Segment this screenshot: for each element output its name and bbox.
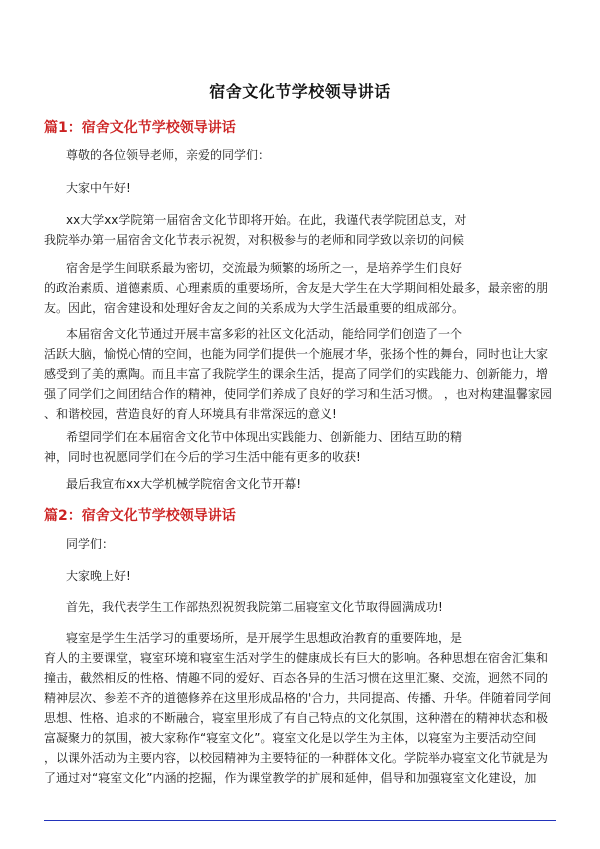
- section1-salutation: 尊敬的各位领导老师，亲爱的同学们：: [66, 148, 271, 162]
- section2-paragraph-2: [44, 628, 559, 788]
- text-line: 育人的主要课堂，寝室环境和寝室生活对学生的健康成长有巨大的影响。各种思想在宿舍汇集和: [44, 651, 549, 665]
- text-line: 我院举办第一届宿舍文化节表示祝贺，对积极参与的老师和同学致以亲切的问候: [44, 233, 465, 247]
- section1-heading: 篇1：宿舍文化节学校领导讲话: [44, 120, 236, 136]
- text-line: 寝室是学生生活学习的重要场所，是开展学生思想政治教育的重要阵地，是: [66, 631, 463, 645]
- text-line: 本届宿舍文化节通过开展丰富多彩的社区文化活动，能给同学们创造了一个: [66, 327, 463, 341]
- section1-paragraph-2: [44, 258, 559, 318]
- document-title: 宿舍文化节学校领导讲话: [209, 82, 391, 101]
- section1-paragraph-1: [44, 210, 559, 250]
- text-line: 撞击，截然相反的性格、情趣不同的爱好、百态各异的生活习惯在这里汇聚、交流，迥然不同的: [44, 671, 549, 685]
- section1-paragraph-3: [44, 324, 559, 424]
- text-line: 强了同学们之间团结合作的精神，使同学们养成了良好的学习和生活习惯。 ，也对构建温馨家园: [44, 387, 552, 401]
- footer-divider: [44, 820, 556, 821]
- text-line: 思想、性格、追求的不断融合，寝室里形成了有自己特点的文化氛围，这种潜在的精神状态和极: [44, 711, 549, 725]
- text-line: 富凝聚力的氛围，被大家称作“寝室文化”。寝室文化是以学生为主体，以寝室为主要活动空间: [44, 731, 537, 745]
- text-line: 精神层次、参差不齐的道德修养在这里形成品格的'合力，共同提高、传播、升华。伴随着同学间: [44, 691, 552, 705]
- section1-greeting: 大家中午好!: [66, 181, 131, 195]
- text-line: 神，同时也祝愿同学们在今后的学习生活中能有更多的收获!: [44, 450, 361, 464]
- text-line: 友。因此，宿舍建设和处理好舍友之间的关系成为大学生活最重要的组成部分。: [44, 301, 465, 315]
- text-line: 宿舍是学生间联系最为密切，交流最为频繁的场所之一，是培养学生们良好: [66, 261, 463, 275]
- section2-greeting: 大家晚上好!: [66, 569, 131, 583]
- section1-paragraph-5: 最后我宣布xx大学机械学院宿舍文化节开幕!: [66, 477, 302, 491]
- text-line: 感受到了美的熏陶。而且丰富了我院学生的课余生活，提高了同学们的实践能力、创新能力，增: [44, 367, 549, 381]
- text-line: 、和谐校园，营造良好的育人环境具有非常深远的意义!: [44, 407, 337, 421]
- section1-paragraph-4: [44, 427, 559, 467]
- section2-heading: 篇2：宿舍文化节学校领导讲话: [44, 508, 236, 524]
- text-line: 希望同学们在本届宿舍文化节中体现出实践能力、创新能力、团结互助的精: [66, 430, 463, 444]
- section2-paragraph-1: 首先，我代表学生工作部热烈祝贺我院第二届寝室文化节取得圆满成功!: [66, 600, 443, 614]
- text-line: 了通过对“寝室文化”内涵的挖掘，作为课堂教学的扩展和延伸，倡导和加强寝室文化建设，加: [44, 771, 537, 785]
- text-line: ，以课外活动为主要内容，以校园精神为主要特征的一种群体文化。学院举办寝室文化节就是为: [44, 751, 549, 765]
- text-line: 的政治素质、道德素质、心理素质的重要场所，舍友是大学生在大学期间相处最多，最亲密的朋: [44, 281, 549, 295]
- text-line: 活跃大脑，愉悦心情的空间，也能为同学们提供一个施展才华，张扬个性的舞台，同时也让大家: [44, 347, 549, 361]
- text-line: xx大学xx学院第一届宿舍文化节即将开始。在此，我谨代表学院团总支，对: [66, 213, 467, 227]
- section2-salutation: 同学们：: [66, 537, 115, 551]
